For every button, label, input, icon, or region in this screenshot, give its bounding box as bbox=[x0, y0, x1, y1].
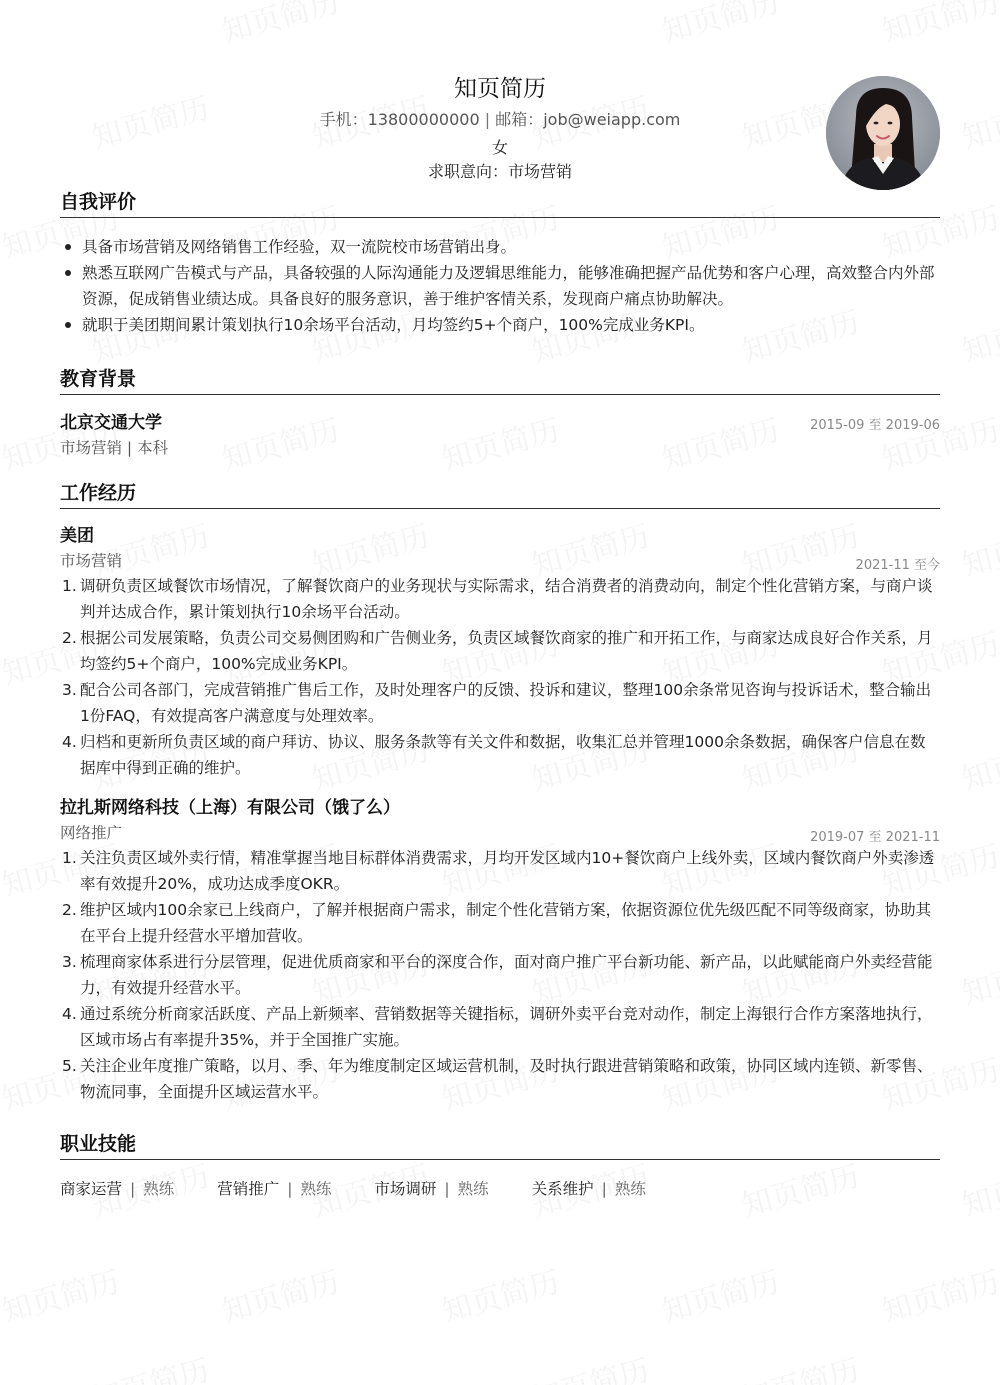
skills-list bbox=[60, 1177, 940, 1201]
intent-value: 市场营销 bbox=[508, 162, 573, 181]
skill-item: 市场调研 | 熟练 bbox=[374, 1180, 489, 1198]
skill-level: 熟练 bbox=[143, 1180, 175, 1198]
skill-item: 营销推广 | 熟练 bbox=[217, 1180, 332, 1198]
watermark-text bbox=[0, 1257, 124, 1331]
skill-name: 市场调研 bbox=[374, 1180, 437, 1198]
avatar bbox=[826, 76, 940, 190]
list-item: 4. 归档和更新所负责区域的商户拜访、协议、服务条款等有关文件和数据，收集汇总并管理1000余条数据，确保客户信息在数据库中得到正确的维护。 bbox=[62, 733, 926, 777]
watermark-text bbox=[656, 1257, 783, 1331]
avatar-portrait-icon bbox=[826, 76, 940, 190]
watermark-text bbox=[956, 511, 1000, 585]
job-date: 2019-07 至 2021-11 bbox=[810, 830, 940, 845]
watermark-text bbox=[956, 297, 1000, 371]
watermark-text bbox=[956, 725, 1000, 799]
skill-name: 关系维护 bbox=[531, 1180, 594, 1198]
list-item: 3. 配合公司各部门，完成营销推广售后工作，及时处理客户的反馈、投诉和建议，整理100余条常见咨询与投诉话术，整合输出1份FAQ，有效提高客户满意度与处理效率。 bbox=[62, 681, 932, 725]
education-entry bbox=[60, 410, 940, 460]
watermark-text bbox=[876, 1257, 1000, 1331]
list-item: 具备市场营销及网络销售工作经验，双一流院校市场营销出身。 bbox=[60, 234, 940, 260]
list-item: 5. 关注企业年度推广策略，以月、季、年为维度制定区域运营机制，及时执行跟进营销策略和政策，协同区域内连锁、新零售、物流同事，全面提升区域运营水平。 bbox=[62, 1057, 933, 1101]
skill-level: 熟练 bbox=[614, 1180, 646, 1198]
skill-name: 商家运营 bbox=[60, 1180, 123, 1198]
list-item: 3. 梳理商家体系进行分层管理，促进优质商家和平台的深度合作，面对商户推广平台新功能、新产品，以此赋能商户外卖经营能力，有效提升经营水平。 bbox=[62, 953, 933, 997]
gender: 女 bbox=[491, 138, 508, 157]
job-role: 市场营销 bbox=[60, 552, 123, 570]
section-title-work: 工作经历 bbox=[60, 480, 940, 509]
skill-level: 熟练 bbox=[457, 1180, 489, 1198]
job-role: 网络推广 bbox=[60, 824, 123, 842]
watermark-text bbox=[876, 0, 1000, 51]
watermark-text bbox=[216, 0, 343, 51]
company-name: 美团 bbox=[60, 526, 94, 546]
list-item: 1. 调研负责区域餐饮市场情况，了解餐饮商户的业务现状与实际需求，结合消费者的消费动向，制定个性化营销方案，与商户谈判并达成合作，累计策划执行10余场平台活动。 bbox=[62, 577, 933, 621]
watermark-text bbox=[436, 1257, 563, 1331]
self-eval-list bbox=[60, 234, 940, 338]
company-name: 拉扎斯网络科技（上海）有限公司（饿了么） bbox=[60, 798, 400, 818]
candidate-name: 知页简历 bbox=[454, 76, 546, 102]
phone-label: 手机： bbox=[319, 110, 368, 129]
section-title-self-eval: 自我评价 bbox=[60, 189, 940, 218]
skill-name: 营销推广 bbox=[217, 1180, 280, 1198]
skill-item: 商家运营 | 熟练 bbox=[60, 1180, 175, 1198]
watermark-text bbox=[216, 1257, 343, 1331]
email-value[interactable]: job@weiapp.com bbox=[543, 110, 681, 129]
job-duties bbox=[60, 845, 940, 1105]
skill-level: 熟练 bbox=[300, 1180, 332, 1198]
job-duties bbox=[60, 573, 940, 781]
section-title-education: 教育背景 bbox=[60, 366, 940, 395]
watermark-text bbox=[956, 1151, 1000, 1225]
email-label: 邮箱： bbox=[495, 110, 544, 129]
watermark-text bbox=[86, 1345, 213, 1385]
job-entry-meituan bbox=[60, 523, 940, 781]
skill-item: 关系维护 | 熟练 bbox=[531, 1180, 646, 1198]
list-item: 熟悉互联网广告模式与产品，具备较强的人际沟通能力及逻辑思维能力，能够准确把握产品优势和客户心理，高效整合内外部资源，促成销售业绩达成。具备良好的服务意识，善于维护客情关系，发现商户痛点协助解决。 bbox=[60, 260, 940, 312]
phone-value: 13800000000 bbox=[367, 110, 480, 129]
list-item: 1. 关注负责区域外卖行情，精准掌握当地目标群体消费需求，月均开发区域内10+餐饮商户上线外卖，区域内餐饮商户外卖渗透率有效提升20%，成功达成季度OKR。 bbox=[62, 849, 935, 893]
list-item: 2. 根据公司发展策略，负责公司交易侧团购和广告侧业务，负责区域餐饮商家的推广和开拓工作，与商家达成良好合作关系，月均签约5+个商户，100%完成业务KPI。 bbox=[62, 629, 933, 673]
job-entry-eleme bbox=[60, 795, 940, 1105]
job-date: 2021-11 至今 bbox=[855, 558, 940, 573]
education-major: 市场营销 | 本科 bbox=[60, 439, 169, 457]
watermark-text bbox=[736, 1345, 863, 1385]
list-item: 2. 维护区域内100余家已上线商户，了解并根据商户需求，制定个性化营销方案，依据资源位优先级匹配不同等级商家，协助其在平台上提升经营水平增加营收。 bbox=[62, 901, 932, 945]
list-item: 4. 通过系统分析商家活跃度、产品上新频率、营销数据等关键指标，调研外卖平台竞对动作，制定上海银行合作方案落地执行，区域市场占有率提升35%，并于全国推广实施。 bbox=[62, 1005, 933, 1049]
intent-label: 求职意向： bbox=[427, 162, 508, 181]
education-date: 2015-09 至 2019-06 bbox=[810, 418, 940, 433]
school-name: 北京交通大学 bbox=[60, 413, 162, 433]
watermark-text bbox=[526, 1345, 653, 1385]
watermark-text bbox=[956, 939, 1000, 1013]
contact-separator: | bbox=[484, 110, 491, 129]
watermark-text bbox=[656, 0, 783, 51]
section-title-skills: 职业技能 bbox=[60, 1131, 940, 1160]
list-item: 就职于美团期间累计策划执行10余场平台活动，月均签约5+个商户，100%完成业务KPI。 bbox=[60, 312, 940, 338]
